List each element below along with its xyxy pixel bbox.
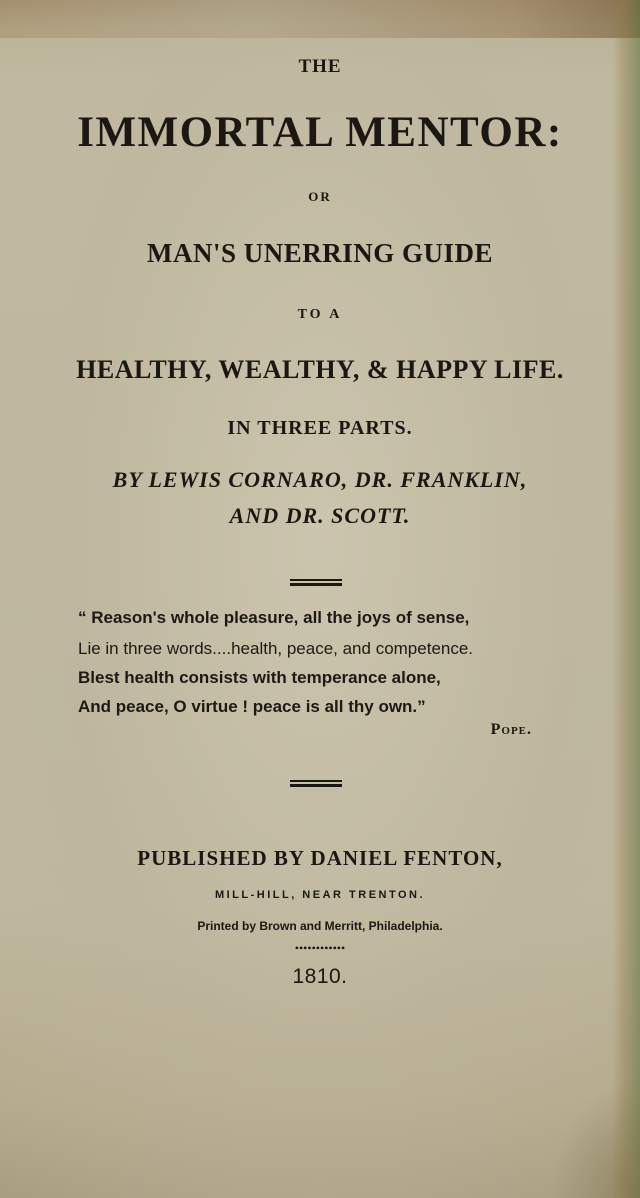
or-connector: OR	[308, 189, 332, 204]
ornament-dots: ••••••••••••	[294, 941, 346, 955]
corner-discoloration	[550, 1078, 640, 1198]
publication-year: 1810.	[292, 965, 348, 988]
epigraph-line: “ Reason's whole pleasure, all the joys of sense,	[78, 608, 470, 627]
printer-line: Printed by Brown and Merritt, Philadelphia.	[197, 919, 443, 933]
publisher-line: PUBLISHED BY DANIEL FENTON,	[137, 846, 503, 870]
publication-place: MILL-HILL, NEAR TRENTON.	[214, 889, 426, 901]
page-edge-discoloration	[612, 0, 640, 1198]
epigraph-attribution: Pope.	[490, 721, 532, 738]
subtitle-life: HEALTHY, WEALTHY, & HAPPY LIFE.	[76, 355, 564, 384]
to-a-connector: TO A	[297, 307, 343, 322]
paper-stain	[0, 0, 640, 38]
epigraph-line: Blest health consists with temperance alone,	[78, 668, 441, 687]
epigraph-line: Lie in three words....health, peace, and competence.	[78, 639, 474, 658]
authors-line-1: BY LEWIS CORNARO, DR. FRANKLIN,	[112, 467, 528, 492]
book-subtitle: MAN'S UNERRING GUIDE	[146, 238, 494, 268]
book-title: IMMORTAL MENTOR:	[77, 109, 563, 156]
divider-rule	[290, 579, 342, 586]
divider-rule	[290, 780, 342, 787]
authors-line-2: AND DR. SCOTT.	[229, 503, 411, 528]
parts-note: IN THREE PARTS.	[227, 417, 413, 439]
epigraph-line: And peace, O virtue ! peace is all thy own.”	[78, 697, 426, 716]
the-heading: THE	[298, 56, 342, 77]
